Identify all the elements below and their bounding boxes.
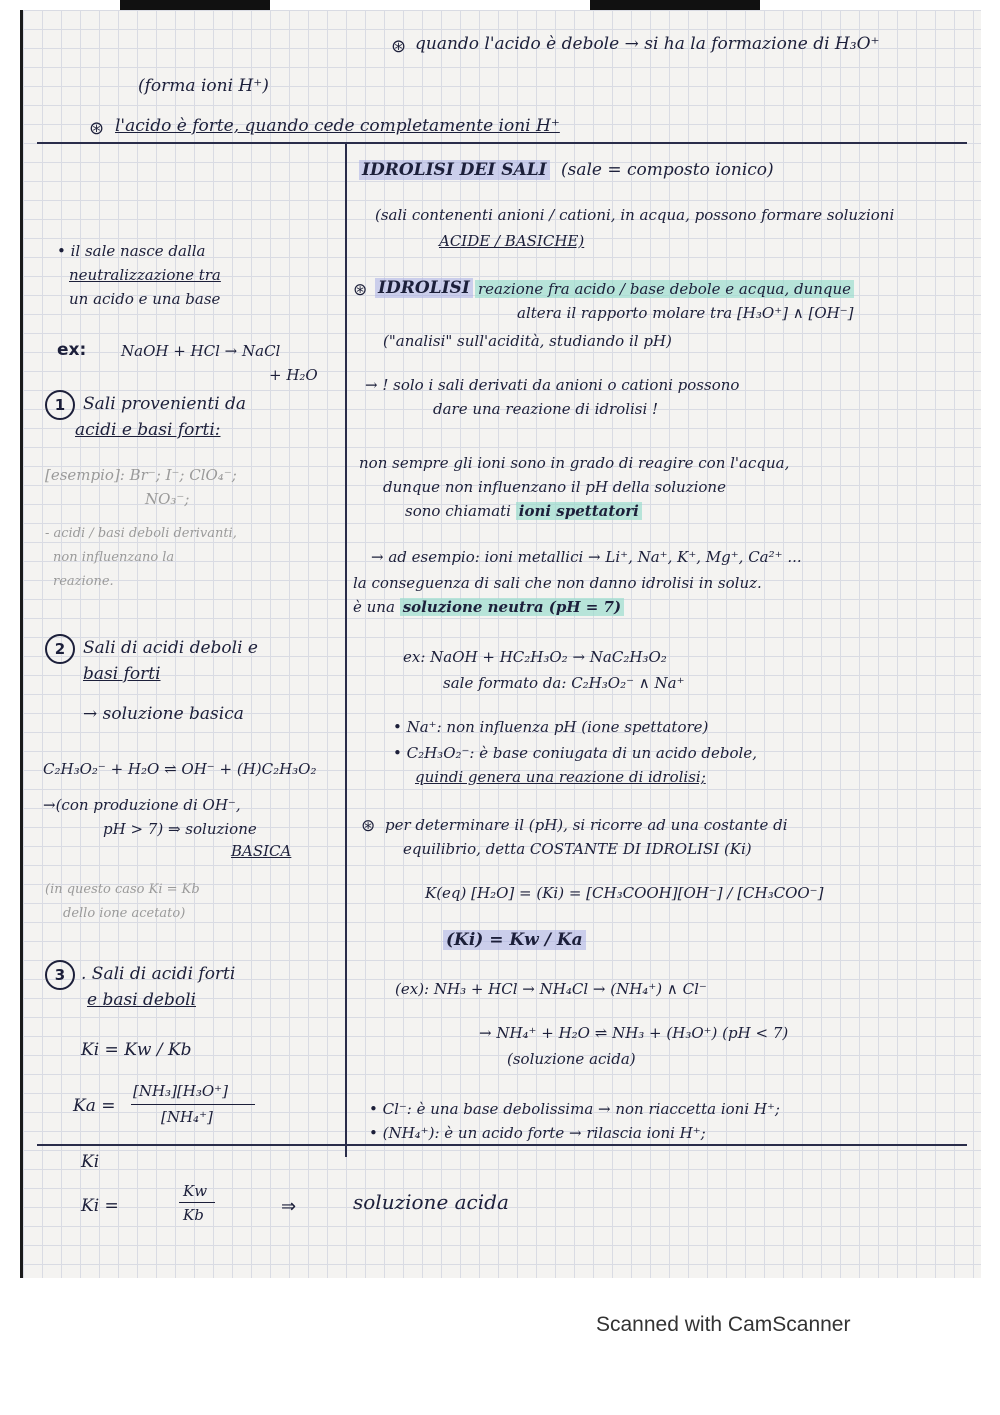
ka-label: Ka = — [73, 1096, 116, 1116]
left-line: [esempio]: Br⁻; I⁻; ClO₄⁻; — [45, 466, 237, 484]
right-line: ACIDE / BASICHE) — [439, 232, 585, 250]
left-line: C₂H₃O₂⁻ + H₂O ⇌ OH⁻ + (H)C₂H₃O₂ — [43, 760, 317, 778]
bottom-divider — [37, 1144, 967, 1146]
left-line: + H₂O — [269, 366, 318, 384]
right-line: • (NH₄⁺): è un acido forte → rilascia ioni H⁺; — [369, 1124, 706, 1142]
left-line: (in questo caso Ki = Kb — [45, 882, 200, 897]
right-line: (sali contenenti anioni / cationi, in acqua, possono formare soluzioni — [375, 206, 895, 224]
right-line: • Na⁺: non influenza pH (ione spettatore) — [393, 718, 709, 736]
star-bullet-icon: ⊛ — [391, 36, 407, 57]
neutral-line: è una soluzione neutra (pH = 7) — [353, 598, 624, 616]
keq-formula: K(eq) [H₂O] = (Ki) = [CH₃COOH][OH⁻] / [CH₃COO⁻] — [425, 884, 824, 902]
right-line: • Cl⁻: è una base debolissima → non riaccetta ioni H⁺; — [369, 1100, 780, 1118]
star-bullet-icon: ⊛ — [353, 280, 368, 300]
scan-edge-mark — [120, 0, 270, 10]
spettatori-line: sono chiamati ioni spettatori — [405, 502, 642, 520]
final-denominator: Kb — [183, 1206, 204, 1224]
star-bullet-icon: ⊛ — [361, 816, 376, 836]
notebook-page — [20, 10, 981, 1278]
left-line: Ki = Kw / Kb — [81, 1040, 192, 1060]
left-line: reazione. — [53, 574, 114, 589]
weak-acid-note: quando l'acido è debole → si ha la formazione di H₃O⁺ — [415, 34, 880, 54]
scanner-footer: Scanned with CamScanner — [596, 1313, 851, 1336]
right-line: → NH₄⁺ + H₂O ⇌ NH₃ + (H₃O⁺) (pH < 7) — [479, 1024, 789, 1042]
right-line: sale formato da: C₂H₃O₂⁻ ∧ Na⁺ — [443, 674, 685, 692]
title-definition: (sale = composto ionico) — [561, 160, 774, 180]
right-line: dare una reazione di idrolisi ! — [433, 400, 659, 418]
left-section-title: Sali di acidi deboli e — [83, 638, 258, 658]
right-line: equilibrio, detta COSTANTE DI IDROLISI (Ki) — [403, 840, 752, 858]
right-line: ("analisi" sull'acidità, studiando il pH) — [383, 332, 672, 350]
left-line: neutralizzazione tra — [69, 266, 221, 284]
left-line: • il sale nasce dalla — [57, 242, 206, 260]
fraction-bar — [179, 1202, 215, 1203]
ka-denominator: [NH₄⁺] — [161, 1108, 213, 1126]
left-line: Ki — [81, 1152, 100, 1172]
right-line: quindi genera una reazione di idrolisi; — [415, 768, 706, 786]
left-line: NO₃⁻; — [145, 490, 190, 508]
left-line: NaOH + HCl → NaCl — [121, 342, 281, 360]
right-line: • C₂H₃O₂⁻: è base coniugata di un acido debole, — [393, 744, 757, 762]
section-number: 3 — [45, 960, 75, 990]
final-result: soluzione acida — [353, 1190, 509, 1214]
fraction-bar — [131, 1104, 255, 1105]
right-line: (soluzione acida) — [507, 1050, 636, 1068]
left-line: dello ione acetato) — [63, 906, 186, 921]
right-line: per determinare il (pH), si ricorre ad una costante di — [385, 816, 788, 834]
right-line: non sempre gli ioni sono in grado di reagire con l'acqua, — [359, 454, 790, 472]
left-line: un acido e una base — [69, 290, 221, 308]
left-line: - acidi / basi deboli derivanti, — [45, 526, 237, 541]
strong-acid-note: l'acido è forte, quando cede completamente ioni H⁺ — [115, 116, 560, 136]
left-section-title: . Sali di acidi forti — [81, 964, 236, 984]
left-line: →(con produzione di OH⁻, — [43, 796, 241, 814]
right-line: → ! solo i sali derivati da anioni o cationi possono — [365, 376, 740, 394]
final-ki: Ki = — [81, 1196, 119, 1216]
idrolisi-definition: reazione fra acido / base debole e acqua, dunque — [475, 280, 854, 298]
left-section-title: Sali provenienti da — [83, 394, 247, 414]
right-line: (ex): NH₃ + HCl → NH₄Cl → (NH₄⁺) ∧ Cl⁻ — [395, 980, 707, 998]
ka-numerator: [NH₃][H₃O⁺] — [133, 1082, 228, 1100]
star-bullet-icon: ⊛ — [89, 118, 105, 139]
idrolisi-label: IDROLISI — [375, 278, 473, 298]
column-divider — [345, 142, 347, 1157]
left-line: pH > 7) ⇒ soluzione — [103, 820, 257, 838]
left-line: BASICA — [231, 842, 292, 860]
left-line: → soluzione basica — [83, 704, 244, 724]
left-section-title: basi forti — [83, 664, 161, 684]
scan-edge-mark — [590, 0, 760, 10]
left-section-title: acidi e basi forti: — [75, 420, 221, 440]
implies-arrow-icon: ⇒ — [281, 1196, 297, 1217]
idrolisi-definition: altera il rapporto molare tra [H₃O⁺] ∧ [OH⁻] — [517, 304, 854, 322]
section-number: 1 — [45, 390, 75, 420]
right-line: ex: NaOH + HC₂H₃O₂ → NaC₂H₃O₂ — [403, 648, 667, 666]
arrow-note: (forma ioni H⁺) — [138, 76, 269, 96]
right-line: la conseguenza di sali che non danno idrolisi in soluz. — [353, 574, 762, 592]
top-divider — [37, 142, 967, 144]
right-line: → ad esempio: ioni metallici → Li⁺, Na⁺, K⁺, Mg⁺, Ca²⁺ ... — [371, 548, 802, 566]
final-numerator: Kw — [183, 1182, 208, 1200]
ex-label: ex: — [57, 340, 87, 360]
ki-formula: (Ki) = Kw / Ka — [443, 930, 586, 950]
section-title: IDROLISI DEI SALI — [359, 160, 550, 180]
section-number: 2 — [45, 634, 75, 664]
right-line: dunque non influenzano il pH della soluzione — [383, 478, 726, 496]
left-section-title: e basi deboli — [87, 990, 196, 1010]
left-line: non influenzano la — [53, 550, 175, 565]
